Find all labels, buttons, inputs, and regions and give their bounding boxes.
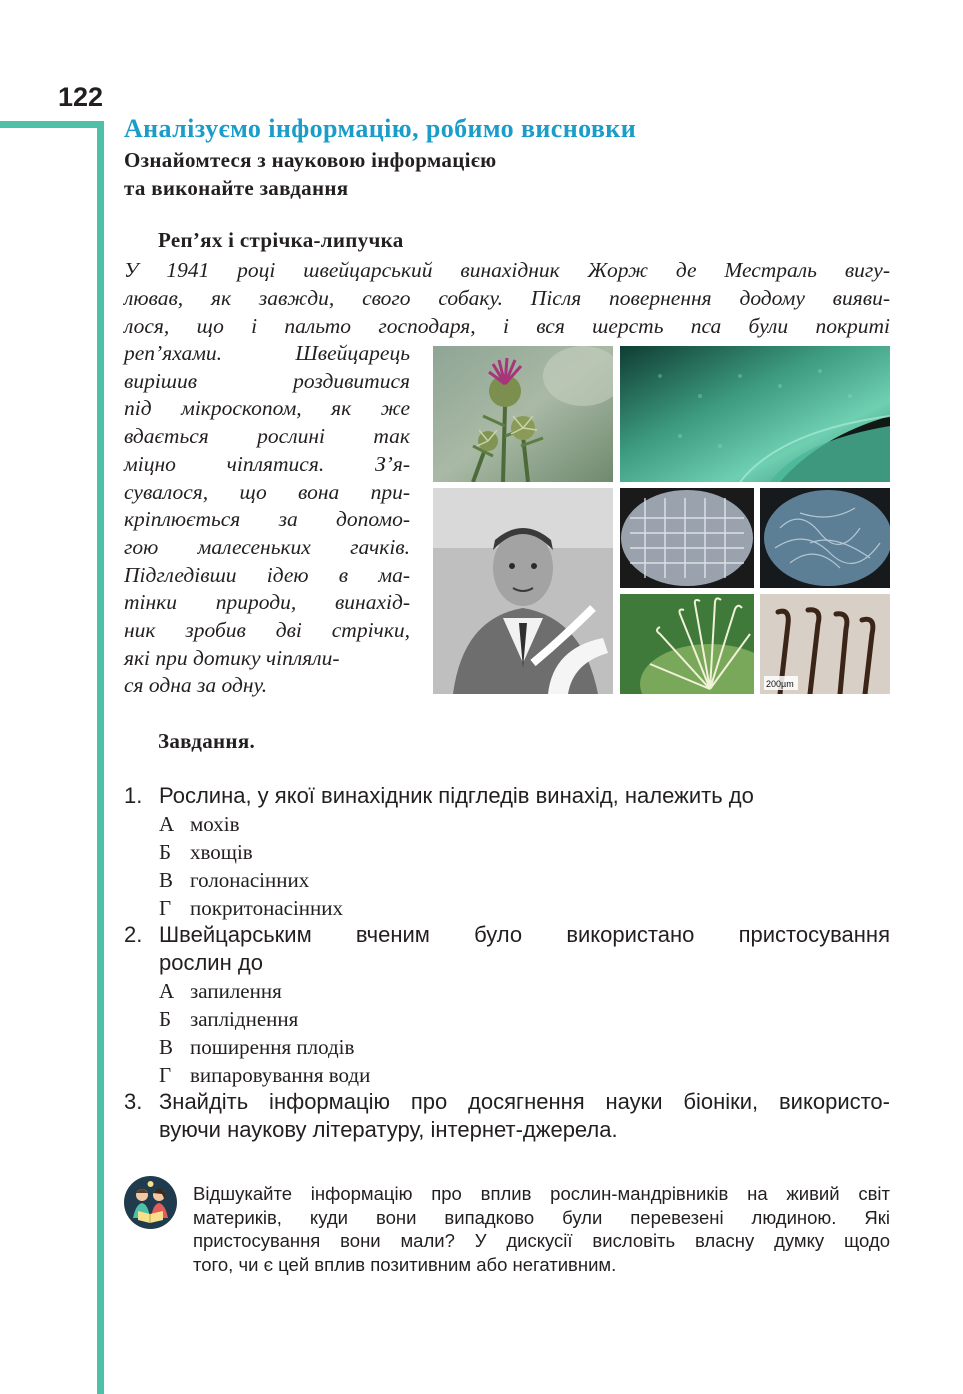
- hooks-microscope-photo: [760, 594, 890, 694]
- discussion-line: Відшукайте інформацію про вплив рослин-мандрівників на живий світ: [193, 1183, 890, 1204]
- option-1c: [159, 866, 309, 894]
- subtitle-line: Ознайомтеся з науковою інформацією: [124, 148, 497, 172]
- section-subtitle: [124, 146, 496, 202]
- option-text: запилення: [190, 979, 282, 1003]
- photo-collage: [433, 346, 890, 694]
- option-1b: [159, 838, 253, 866]
- discussion-text: [193, 1182, 890, 1276]
- story-line: міцно чіплятися. З’я-: [124, 451, 410, 476]
- story-title: Реп’ях і стрічка-липучка: [158, 228, 404, 252]
- option-letter: Г: [159, 896, 172, 920]
- story-line: вирішив роздивитися: [124, 368, 410, 393]
- story-line: кріплюється за допомо-: [124, 507, 410, 532]
- story-intro-text: [124, 256, 890, 340]
- velcro-loops-micro-photo: [620, 488, 754, 588]
- option-letter: Б: [159, 1007, 172, 1031]
- margin-rule-side: [97, 121, 104, 1394]
- question-line: вуючи наукову літературу, інтернет-джерела.: [159, 1117, 618, 1142]
- story-line: сувалося, що вона при-: [124, 479, 410, 504]
- question-line: Знайдіть інформацію про досягнення науки біоніки, використо-: [159, 1089, 890, 1114]
- story-line-part: які при дотику чіпляли-: [124, 645, 340, 670]
- option-letter: В: [159, 868, 174, 892]
- option-letter: Б: [159, 840, 172, 864]
- green-velcro-tape-photo: [620, 346, 890, 482]
- question-text: [159, 921, 890, 977]
- story-line: під мікроскопом, як же: [124, 396, 410, 421]
- story-column-text: [124, 340, 410, 700]
- discussion-students-icon: [124, 1176, 177, 1229]
- option-text: хвощів: [190, 840, 253, 864]
- question-number: 3.: [124, 1089, 143, 1114]
- option-text: поширення плодів: [190, 1035, 355, 1059]
- story-line: вдається рослині так: [124, 424, 410, 449]
- option-2c: [159, 1033, 354, 1061]
- option-letter: В: [159, 1035, 174, 1059]
- option-letter: А: [159, 812, 175, 836]
- section-title: Аналізуємо інформацію, робимо висновки: [124, 114, 637, 143]
- subtitle-line: та виконайте завдання: [124, 176, 349, 200]
- option-letter: Г: [159, 1063, 172, 1087]
- option-letter: А: [159, 979, 175, 1003]
- question-number: 1.: [124, 783, 143, 808]
- question-number: 2.: [124, 922, 143, 947]
- tasks-heading: Завдання.: [158, 729, 256, 753]
- question-line: Швейцарським вченим було використано пристосування: [159, 922, 890, 947]
- option-text: мохів: [190, 812, 240, 836]
- story-line-part: ся одна за одну.: [124, 673, 268, 698]
- story-line: реп’яхами. Швейцарець: [124, 341, 410, 365]
- thistle-flower-photo: [433, 346, 613, 482]
- option-text: запліднення: [190, 1007, 299, 1031]
- margin-rule-top: [0, 121, 104, 128]
- question-text: [159, 782, 890, 810]
- story-line: У 1941 році швейцарський винахідник Жорж де Местраль вигу-: [124, 258, 890, 282]
- option-text: випаровування води: [190, 1063, 371, 1087]
- page-number: 122: [58, 82, 104, 112]
- inventor-portrait-photo: [433, 488, 613, 694]
- option-text: голонасінних: [190, 868, 310, 892]
- option-text: покритонасінних: [190, 896, 344, 920]
- discussion-line: пристосування вони мали? У дискусії висловіть власну думку щодо: [193, 1230, 890, 1251]
- question-line: Рослина, у якої винахідник підгледів винахід, належить до: [159, 783, 754, 808]
- option-2b: [159, 1005, 298, 1033]
- option-2a: [159, 977, 282, 1005]
- discussion-line: материків, куди вони випадково були перевезені людиною. Які: [193, 1206, 890, 1228]
- story-line: ник зробив дві стрічки,: [124, 618, 410, 643]
- story-line: Підгледівши ідею в ма-: [124, 562, 410, 587]
- story-line: лося, що і пальто господаря, і вся шерсть пса були покриті: [124, 314, 890, 338]
- story-line: тінки природи, винахід-: [124, 590, 410, 615]
- discussion-line: того, чи є цей вплив позитивним або негативним.: [193, 1253, 617, 1275]
- option-1a: [159, 810, 240, 838]
- velcro-fibers-micro-photo: [760, 488, 890, 588]
- scale-label: 200µm: [766, 679, 794, 689]
- burdock-hooks-photo: [620, 594, 754, 694]
- story-line: гою малесеньких гачків.: [124, 534, 410, 559]
- story-line: лював, як завжди, свого собаку. Після повернення додому вияви-: [124, 286, 890, 310]
- option-1d: [159, 894, 343, 922]
- question-line: рослин до: [159, 950, 263, 975]
- story-line-last: [124, 645, 410, 700]
- question-text: [159, 1088, 890, 1144]
- option-2d: [159, 1061, 370, 1089]
